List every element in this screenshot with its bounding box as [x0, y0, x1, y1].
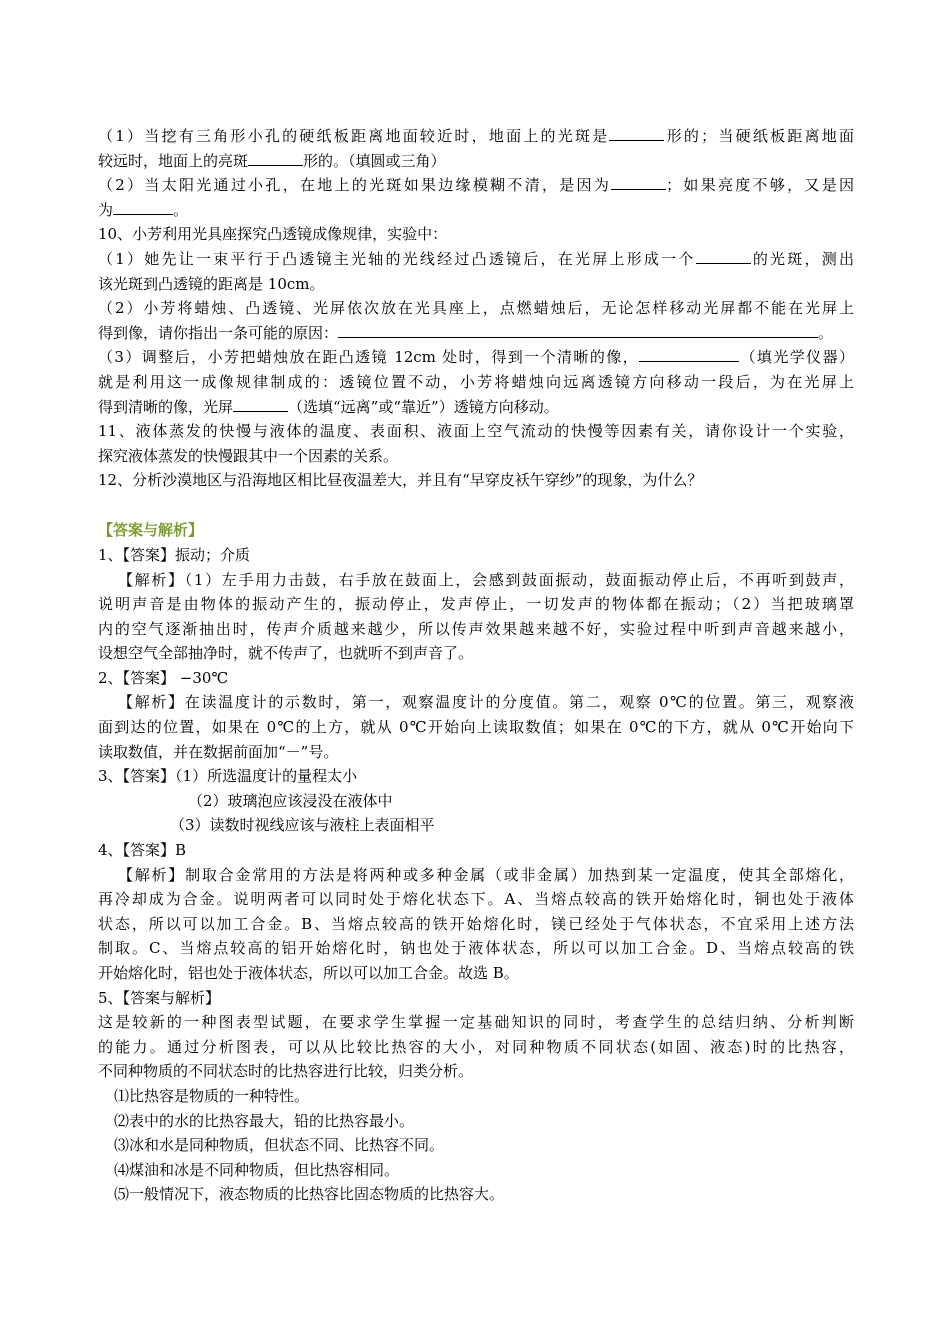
text: 得到像，请你指出一条可能的原因：	[98, 323, 339, 342]
answer-5-item-5: ⑸一般情况下，液态物质的比热容比固态物质的比热容大。	[114, 1185, 505, 1204]
question-10-2-line-1: （2）小芳将蜡烛、凸透镜、光屏依次放在光具座上，点燃蜡烛后，无论怎样移动光屏都不能在光屏上	[98, 299, 854, 318]
question-10-3-line-3	[98, 395, 854, 420]
text: （3）调整后，小芳把蜡烛放在距凸透镜 12cm 处时，得到一个清晰的像，	[98, 348, 640, 367]
answer-5-paragraph-line-1: 这是较新的一种图表型试题，在要求学生掌握一定基础知识的同时，考查学生的总结归纳、分析判断	[98, 1013, 854, 1032]
text: 。	[818, 323, 834, 342]
answers-heading: 【答案与解析】	[98, 520, 204, 539]
question-10-2-line-2	[98, 321, 854, 346]
answer-2: 2、【答案】 −30℃	[98, 668, 229, 687]
answer-4-explanation-line-1: 【解析】制取合金常用的方法是将两种或多种金属（或非金属）加热到某一定温度，使其全部熔化，	[118, 865, 854, 884]
answer-blank	[639, 347, 739, 362]
answer-4-explanation-line-4: 制取。C、当熔点较高的铝开始熔化时，钠也处于液体状态，所以可以加工合金。D、当熔点较高的铁	[98, 939, 854, 958]
answer-3-item-3: （3）读数时视线应该与液柱上表面相平	[170, 816, 435, 835]
question-11-line-2: 探究液体蒸发的快慢跟其中一个因素的关系。	[98, 446, 399, 465]
answer-2-explanation-line-2: 面到达的位置，如果在 0℃的上方，就从 0℃开始向上读取数值；如果在 0℃的下方，就从 0℃开始向下	[98, 718, 854, 737]
question-11-line-1: 11、液体蒸发的快慢与液体的温度、表面积、液面上空气流动的快慢等因素有关，请你设计一个实验，	[98, 422, 854, 441]
answer-5-item-4: ⑷煤油和冰是不同种物质，但比热容相同。	[114, 1160, 400, 1179]
question-10-3-line-2: 就是利用这一成像规律制成的：透镜位置不动，小芳将蜡烛向远离透镜方向移动一段后，为在光屏上	[98, 372, 854, 391]
question-9-1-line-2	[98, 149, 854, 174]
answer-4-explanation-line-2: 再冷却成为合金。说明两者可以同时处于熔化状态下。A、当熔点较高的铁开始熔化时，铜也处于液体	[98, 890, 854, 909]
answer-1-explanation-line-2: 说明声音是由物体的振动产生的，振动停止，发声停止，一切发声的物体都在振动；（2）当把玻璃罩	[98, 595, 854, 614]
text: 较远时，地面上的亮斑	[98, 151, 249, 170]
answer-3-item-2: （2）玻璃泡应该浸没在液体中	[188, 791, 393, 810]
question-9-2-line-1	[98, 173, 854, 198]
text: 为	[98, 200, 114, 219]
answer-4: 4、【答案】B	[98, 841, 187, 860]
answer-4-explanation-line-5: 开始熔化时，铝也处于液体状态，所以可以加工合金。故选 B。	[98, 964, 519, 982]
text: 得到清晰的像，光屏	[98, 397, 234, 416]
text: （1）她先让一束平行于凸透镜主光轴的光线经过凸透镜后，在光屏上形成一个	[98, 249, 696, 268]
question-10-title: 10、小芳利用光具座探究凸透镜成像规律，实验中：	[98, 225, 448, 244]
question-9-1-line-1	[98, 124, 854, 149]
text: 形的。（填圆或三角）	[303, 151, 446, 170]
document-body	[98, 124, 854, 1207]
answer-3: 3、【答案】（1）所选温度计的量程太小	[98, 767, 358, 786]
spacer	[98, 493, 854, 517]
question-12: 12、分析沙漠地区与沿海地区相比昼夜温差大，并且有“早穿皮袄午穿纱”的现象，为什么？	[98, 471, 703, 490]
answer-4-explanation-line-3: 状态，所以可以加工合金。B、当熔点较高的铁开始熔化时，镁已经处于气体状态，不宜采用上述方法	[98, 914, 854, 933]
answer-blank	[696, 249, 751, 264]
question-10-1-line-2: 该光斑到凸透镜的距离是 10cm。	[98, 274, 325, 293]
answer-blank	[248, 151, 303, 166]
text: 的光斑，测出	[750, 249, 854, 268]
answer-5-item-3: ⑶冰和水是同种物质，但状态不同、比热容不同。	[114, 1136, 445, 1155]
answer-5-item-2: ⑵表中的水的比热容最大，铅的比热容最小。	[114, 1111, 415, 1130]
text: （选填“远离”或“靠近”）透镜方向移动。	[288, 397, 559, 416]
text: 。	[173, 200, 189, 219]
text: （1）当挖有三角形小孔的硬纸板距离地面较近时，地面上的光斑是	[98, 127, 610, 145]
text: 形的；当硬纸板距离地面	[664, 127, 854, 145]
answer-5: 5、【答案与解析】	[98, 988, 221, 1007]
answer-blank	[233, 397, 288, 412]
answer-5-item-1: ⑴比热容是物质的一种特性。	[114, 1086, 310, 1105]
answer-blank	[113, 200, 173, 215]
text: ；如果亮度不够，又是因	[666, 176, 854, 195]
answer-2-explanation-line-1: 【解析】在读温度计的示数时，第一，观察温度计的分度值。第二，观察 0℃的位置。第三，观察液	[118, 693, 854, 712]
question-10-1-line-1	[98, 247, 854, 272]
answer-blank	[609, 126, 664, 141]
text: （填光学仪器）	[739, 348, 854, 367]
question-9-2-line-2	[98, 198, 854, 223]
answer-1-explanation-line-3: 内的空气逐渐抽出时，传声介质越来越少，所以传声效果越来越不好，实验过程中听到声音越来越小，	[98, 619, 854, 638]
answer-5-paragraph-line-3: 不同种物质的不同状态时的比热容进行比较，归类分析。	[98, 1062, 474, 1081]
answer-5-paragraph-line-2: 的能力。通过分析图表，可以从比较比热容的大小，对同种物质不同状态(如固、液态)时的比热容，	[98, 1037, 854, 1056]
answer-blank	[611, 175, 666, 190]
answer-2-explanation-line-3: 读取数值，并在数据前面加“－”号。	[98, 742, 339, 761]
question-10-3-line-1	[98, 345, 854, 370]
answer-1-explanation-line-4: 设想空气全部抽净时，就不传声了，也就听不到声音了。	[98, 644, 474, 663]
text: （2）当太阳光通过小孔，在地上的光斑如果边缘模糊不清，是因为	[98, 176, 612, 195]
answer-1-explanation-line-1: 【解析】（1）左手用力击鼓，右手放在鼓面上，会感到鼓面振动，鼓面振动停止后，不再听到鼓声，	[118, 570, 854, 589]
answer-1: 1、【答案】振动；介质	[98, 545, 251, 564]
answer-blank	[338, 323, 818, 338]
